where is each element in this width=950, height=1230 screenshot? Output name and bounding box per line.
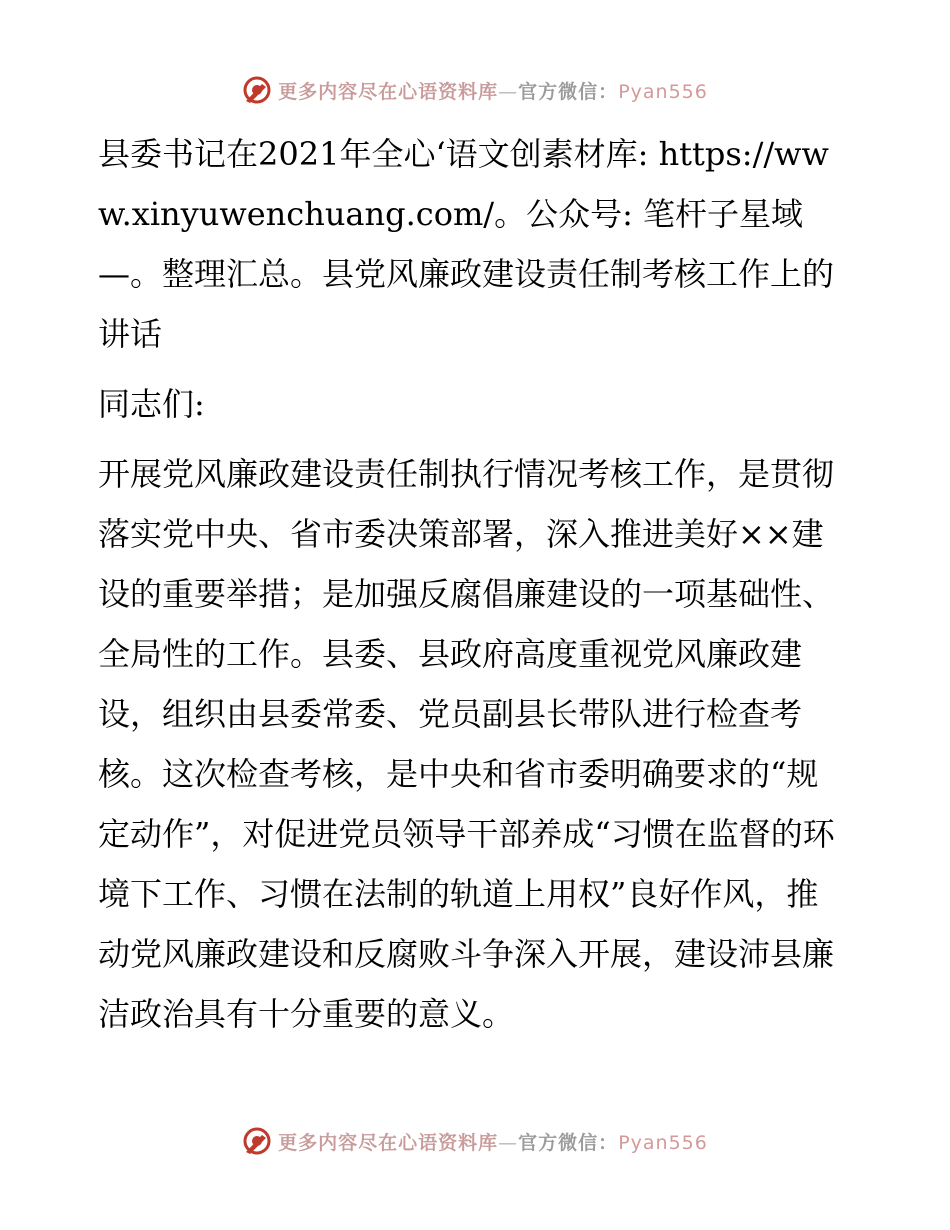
pen-circle-logo-icon <box>242 1126 272 1156</box>
body-paragraph: 开展党风廉政建设责任制执行情况考核工作，是贯彻落实党中央、省市委决策部署，深入推进美好××建设的重要举措；是加强反腐倡廉建设的一项基础性、全局性的工作。县委、县政府高度重视党风廉政建设，组织由县委常委、党员副县长带队进行检查考核。这次检查考核，是中央和省市委明确要求的“规定动作”，对促进党员领导干部养成“习惯在监督的环境下工作、习惯在法制的轨道上用权”良好作风，推动党风廉政建设和反腐败斗争深入开展，建设沛县廉洁政治具有十分重要的意义。 <box>98 455 835 1033</box>
document-title: 县委书记在2021年全心‘语文创素材库: https://www.xinyuwenchuang.com/。公众号: 笔杆子星域—。整理汇总。县党风廉政建设责任制考核工作上的讲话 <box>98 135 835 353</box>
footer-banner <box>0 1121 950 1161</box>
footer-banner-text <box>278 1128 708 1155</box>
header-banner <box>0 70 950 110</box>
footer-dash: — <box>498 1131 519 1154</box>
header-wechat-label: 官方微信： <box>518 80 619 103</box>
footer-site-text: 更多内容尽在心语资料库 <box>278 1131 499 1154</box>
footer-wechat-label: 官方微信： <box>518 1131 619 1154</box>
header-dash: — <box>498 80 519 103</box>
header-banner-text <box>278 77 708 104</box>
document-body <box>98 124 850 1054</box>
header-wechat-id: Pyan556 <box>618 80 708 103</box>
header-site-text: 更多内容尽在心语资料库 <box>278 80 499 103</box>
footer-wechat-id: Pyan556 <box>618 1131 708 1154</box>
salutation: 同志们: <box>98 385 205 423</box>
pen-circle-logo-icon <box>242 75 272 105</box>
